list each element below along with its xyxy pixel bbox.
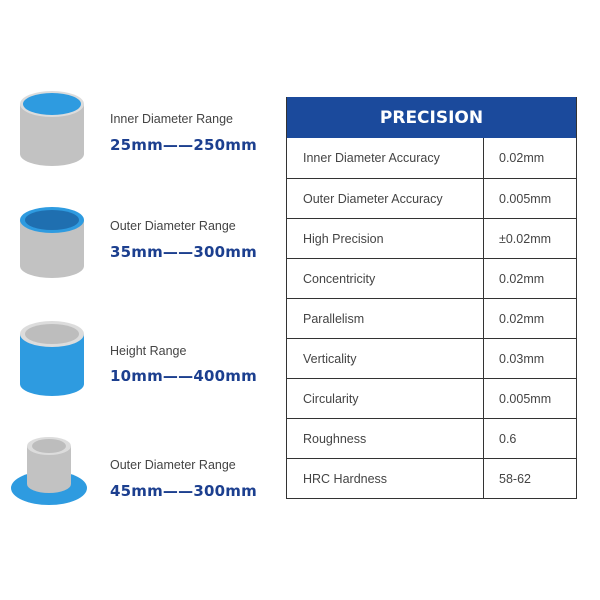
row-name: Concentricity — [287, 259, 484, 298]
row-value: 0.02mm — [499, 151, 545, 165]
table-row — [287, 418, 576, 458]
row-value: 0.005mm — [499, 191, 552, 206]
cylinder-inner-diameter-icon — [12, 82, 92, 182]
row-name: Circularity — [287, 379, 484, 418]
spec-label: Inner Diameter Range — [110, 112, 233, 126]
row-value: 58-62 — [499, 471, 531, 486]
spec-range: 45mm——300mm — [110, 482, 257, 500]
spec-label: Outer Diameter Range — [110, 219, 236, 233]
spec-flange-outer-diameter — [0, 410, 285, 520]
spec-height — [0, 300, 285, 410]
spec-range: 35mm——300mm — [110, 243, 257, 261]
spec-inner-diameter — [0, 82, 285, 192]
cylinder-height-icon — [12, 300, 92, 400]
table-row — [287, 258, 576, 298]
spec-range: 10mm——400mm — [110, 367, 257, 385]
table-row — [287, 378, 576, 418]
spec-label: Height Range — [110, 344, 187, 358]
row-value: 0.02mm — [499, 311, 545, 326]
row-value: 0.6 — [499, 431, 517, 446]
flanged-cylinder-outer-diameter-icon — [8, 418, 90, 518]
spec-range: 25mm——250mm — [110, 136, 257, 154]
row-value: ±0.02mm — [499, 231, 552, 246]
spec-label: Outer Diameter Range — [110, 458, 236, 472]
precision-table-title: PRECISION — [287, 97, 576, 138]
row-name: Outer Diameter Accuracy — [287, 179, 484, 218]
table-row — [287, 138, 576, 178]
cylinder-outer-diameter-icon — [12, 190, 92, 290]
row-value: 0.02mm — [499, 271, 545, 286]
row-value: 0.03mm — [499, 351, 545, 366]
precision-table — [286, 97, 577, 499]
row-name: High Precision — [287, 219, 484, 258]
table-row — [287, 298, 576, 338]
row-name: Roughness — [287, 419, 484, 458]
table-row — [287, 178, 576, 218]
row-name: Verticality — [287, 339, 484, 378]
table-row — [287, 338, 576, 378]
row-name: Parallelism — [287, 299, 484, 338]
table-row — [287, 218, 576, 258]
table-row — [287, 458, 576, 498]
row-name: Inner Diameter Accuracy — [287, 138, 484, 178]
row-value: 0.005mm — [499, 391, 552, 406]
spec-outer-diameter — [0, 190, 285, 300]
row-name: HRC Hardness — [287, 459, 484, 498]
